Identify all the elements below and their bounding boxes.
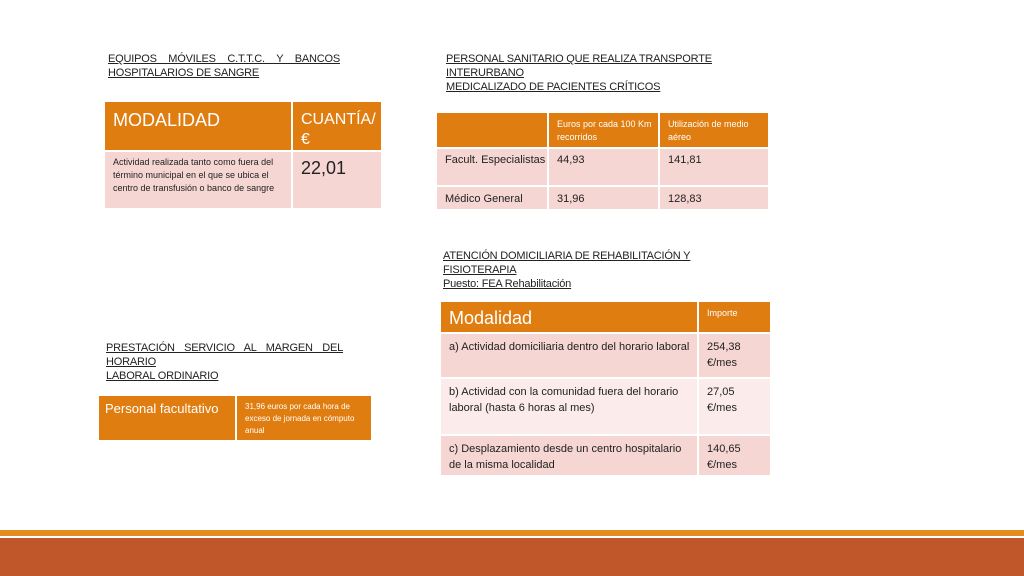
table-row [441,379,770,434]
personal-sanitario-heading-line2: MEDICALIZADO DE PACIENTES CRÍTICOS [446,81,661,93]
footer-accent-line [0,530,1024,536]
atencion-row-c-value: 140,65 €/mes [699,436,770,475]
personal-sanitario-heading [446,52,766,94]
personal-sanitario-table [435,111,770,211]
prestacion-heading [106,341,343,383]
equipos-table [103,100,383,210]
personal-header-empty [437,113,547,147]
atencion-col1-header: Modalidad [441,302,697,332]
prestacion-heading-line2: LABORAL ORDINARIO [106,370,219,382]
equipos-heading-line1: EQUIPOS MÓVILES C.T.T.C. Y BANCOS [108,53,340,65]
personal-row2-km: 31,96 [549,187,658,209]
atencion-row-b-value: 27,05 €/mes [699,379,770,434]
equipos-row-value: 22,01 [293,152,381,208]
prestacion-label: Personal facultativo [99,396,235,440]
equipos-col2-header: CUANTÍA/ € [293,102,381,150]
prestacion-value: 31,96 euros por cada hora de exceso de jornada en cómputo anual [237,396,371,440]
atencion-col2-header: Importe [699,302,770,332]
atencion-table [439,300,772,477]
personal-row1-aereo: 141,81 [660,149,768,185]
atencion-row-b-label: b) Actividad con la comunidad fuera del horario laboral (hasta 6 horas al mes) [441,379,697,434]
equipos-col1-header: MODALIDAD [105,102,291,150]
prestacion-heading-line1: PRESTACIÓN SERVICIO AL MARGEN DEL HORARIO [106,342,343,368]
personal-row2-aereo: 128,83 [660,187,768,209]
table-row [437,187,768,209]
table-row [441,334,770,377]
equipos-heading-line2: HOSPITALARIOS DE SANGRE [108,67,260,79]
personal-sanitario-heading-line1: PERSONAL SANITARIO QUE REALIZA TRANSPORTE INTERURBANO [446,53,712,79]
personal-row1-label: Facult. Especialistas [437,149,547,185]
atencion-row-a-value: 254,38 €/mes [699,334,770,377]
atencion-heading-line1: ATENCIÓN DOMICILIARIA DE REHABILITACIÓN Y FISIOTERAPIA [443,250,691,276]
personal-row2-label: Médico General [437,187,547,209]
equipos-row-description: Actividad realizada tanto como fuera del término municipal en el que se ubica el centro de transfusión o banco de sangre [105,152,291,208]
personal-row1-km: 44,93 [549,149,658,185]
prestacion-table [97,394,373,442]
footer-band [0,538,1024,576]
atencion-heading [443,249,763,291]
personal-header-km: Euros por cada 100 Km recorridos [549,113,658,147]
equipos-heading [108,52,340,80]
atencion-row-c-label: c) Desplazamiento desde un centro hospitalario de la misma localidad [441,436,697,475]
atencion-row-a-label: a) Actividad domiciliaria dentro del horario laboral [441,334,697,377]
personal-header-aereo: Utilización de medio aéreo [660,113,768,147]
table-row [441,436,770,475]
atencion-heading-line2: Puesto: FEA Rehabilitación [443,278,572,290]
table-row [437,149,768,185]
